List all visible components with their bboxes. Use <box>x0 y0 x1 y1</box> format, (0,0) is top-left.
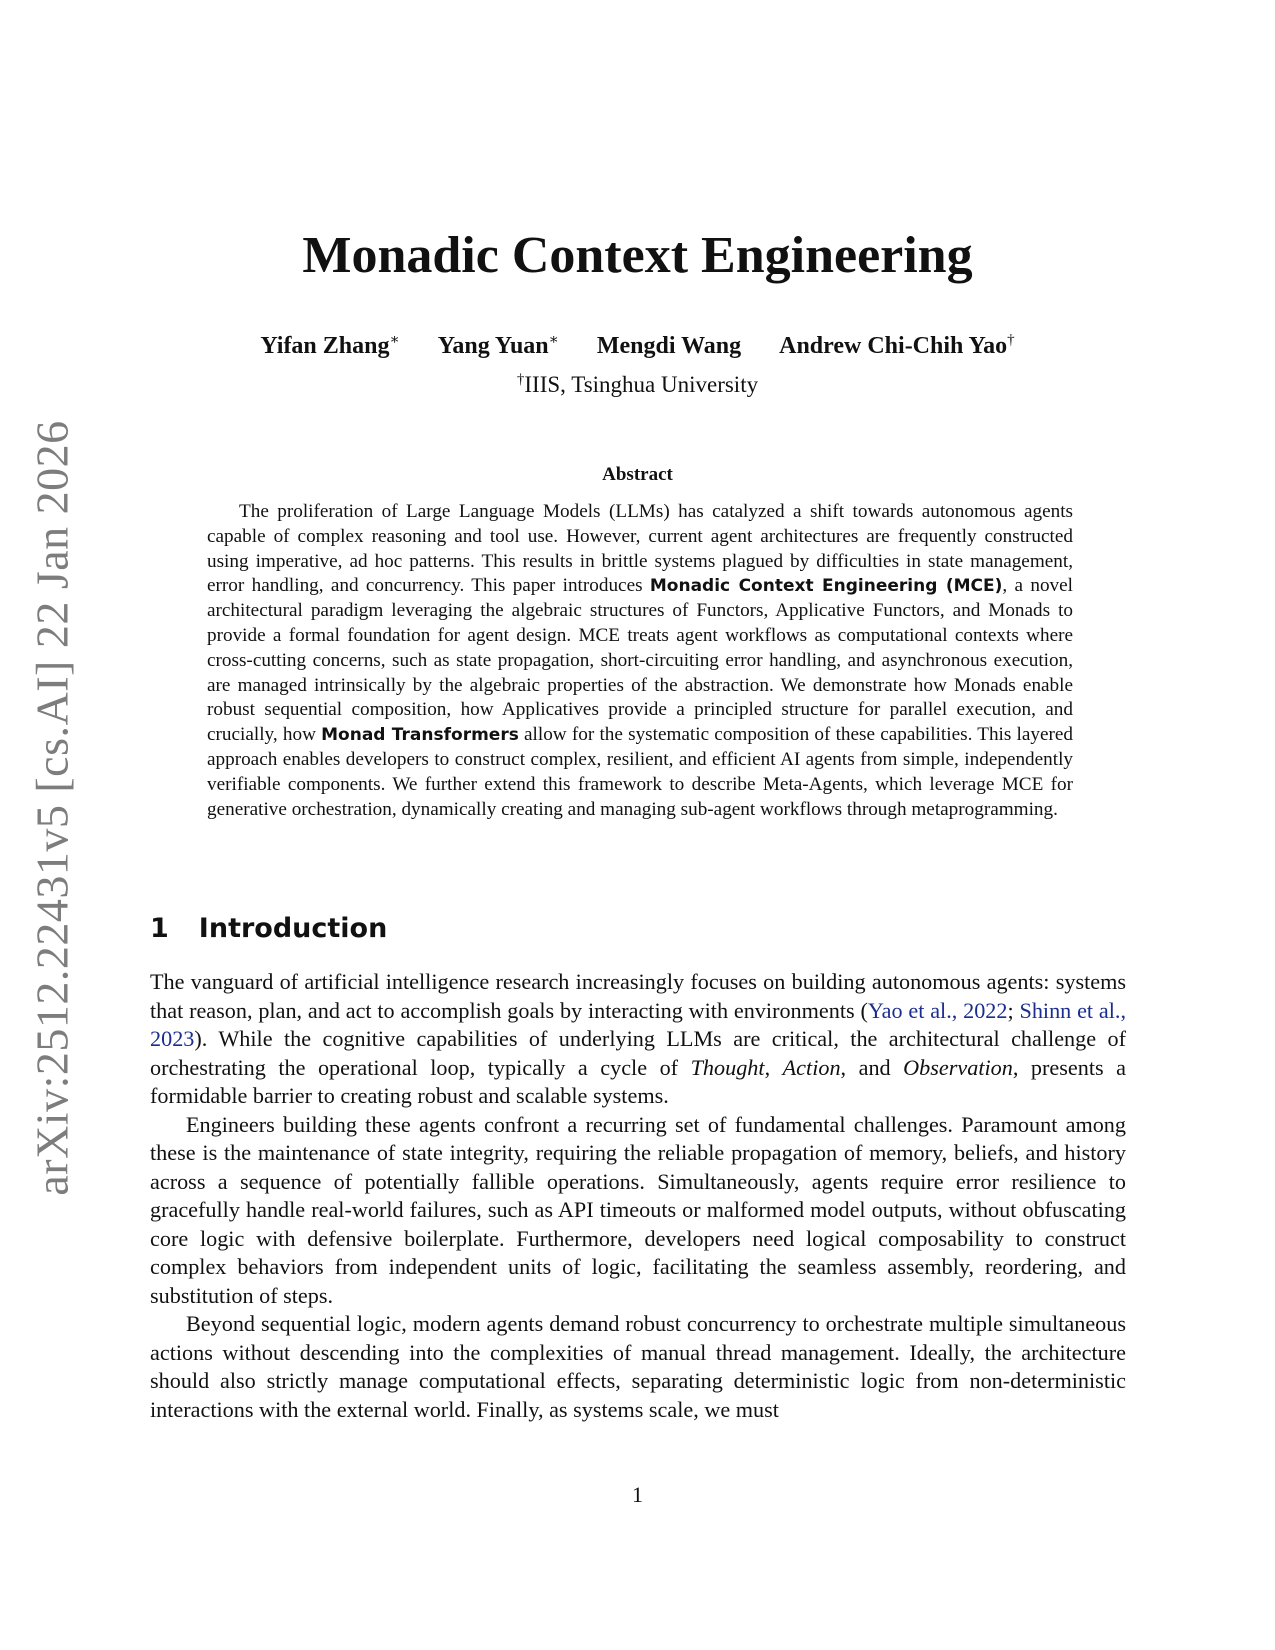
abstract-term-monad-transformers: Monad Transformers <box>321 725 519 746</box>
author-2-mark: ∗ <box>548 332 559 348</box>
abstract-text-2: , a novel architectural paradigm leveraging the algebraic structures of Functors, Applicative Functors, and Monads to provide a formal foundation for agent design. MCE treats agent workflows as computational contexts where cross-cutting concerns, such as state propagation, short-circuiting error handling, and asynchronous execution, are managed intrinsically by the algebraic properties of the abstraction. We demonstrate how Monads enable robust sequential composition, how Applicatives provide a principled structure for parallel execution, and crucially, how <box>207 575 1073 746</box>
author-4-mark: † <box>1007 332 1015 348</box>
intro-p1-text-2: ; <box>1007 997 1020 1023</box>
author-2 <box>438 333 559 360</box>
author-4 <box>779 333 1015 360</box>
arxiv-identifier-text: arXiv:2512.22431v5 [cs.AI] 22 Jan 2026 <box>26 420 78 1196</box>
page-number: 1 <box>632 1482 643 1507</box>
intro-p1-thought: Thought <box>690 1054 765 1080</box>
section-title: Introduction <box>198 913 388 944</box>
intro-p1-text-4: , <box>764 1054 783 1080</box>
intro-p1-action: Action <box>782 1054 841 1080</box>
section-number: 1 <box>150 913 169 944</box>
paper-title: Monadic Context Engineering <box>302 227 973 284</box>
intro-p1-text-1: The vanguard of artificial intelligence research increasingly focuses on building autonomous agents: systems that reason, plan, and act to accomplish goals by interacting with environments ( <box>150 969 1126 1023</box>
abstract-body <box>207 500 1073 822</box>
section-heading-introduction <box>150 913 387 944</box>
author-1 <box>260 333 399 360</box>
intro-paragraph-3: Beyond sequential logic, modern agents demand robust concurrency to orchestrate multiple simultaneous actions without descending into the complexities of manual thread management. Ideally, the architecture should also strictly manage computational effects, separating deterministic logic from non-deterministic interactions with the external world. Finally, as systems scale, we must <box>150 1311 1126 1422</box>
affiliation <box>0 372 1275 398</box>
author-2-name: Yang Yuan <box>437 333 549 359</box>
author-3 <box>597 333 741 360</box>
affiliation-text: IIIS, Tsinghua University <box>524 372 759 397</box>
intro-p1-text-6: , presents a formidable barrier to creating robust and scalable systems. <box>150 1054 1126 1108</box>
intro-p1-observation: Observation <box>903 1054 1013 1080</box>
author-4-name: Andrew Chi-Chih Yao <box>779 333 1008 359</box>
author-1-mark: ∗ <box>389 332 400 348</box>
affiliation-mark: † <box>516 371 525 388</box>
intro-paragraph-1 <box>150 968 1126 1111</box>
author-list <box>0 333 1275 360</box>
citation-yao-2022[interactable]: Yao et al., 2022 <box>867 997 1008 1023</box>
intro-p1-text-5: , and <box>840 1054 904 1080</box>
author-1-name: Yifan Zhang <box>260 333 390 359</box>
abstract-heading: Abstract <box>602 464 673 485</box>
citation-shinn-2023[interactable]: Shinn et al., 2023 <box>150 997 1126 1051</box>
abstract-term-mce: Monadic Context Engineering (MCE) <box>649 576 1003 597</box>
intro-p1-text-3: ). While the cognitive capabilities of underlying LLMs are critical, the architectural challenge of orchestrating the operational loop, typically a cycle of <box>150 1026 1126 1080</box>
introduction-body <box>150 968 1126 1424</box>
abstract-text-3: allow for the systematic composition of these capabilities. This layered approach enables developers to construct complex, resilient, and efficient AI agents from simple, independently verifiable components. We further extend this framework to describe Meta-Agents, which leverage MCE for generative orchestration, dynamically creating and managing sub-agent workflows through metaprogramming. <box>207 724 1074 820</box>
author-3-name: Mengdi Wang <box>596 333 742 359</box>
intro-paragraph-2: Engineers building these agents confront a recurring set of fundamental challenges. Paramount among these is the maintenance of state integrity, requiring the reliable propagation of memory, beliefs, and history across a sequence of potentially fallible operations. Simultaneously, agents require error resilience to gracefully handle real-world failures, such as API timeouts or malformed model outputs, without obfuscating core logic with defensive boilerplate. Furthermore, developers need logical composability to construct complex behaviors from independent units of logic, facilitating the seamless assembly, reordering, and substitution of steps. <box>150 1111 1126 1308</box>
abstract-text-1: The proliferation of Large Language Models (LLMs) has catalyzed a shift towards autonomous agents capable of complex reasoning and tool use. However, current agent architectures are frequently constructed using imperative, ad hoc patterns. This results in brittle systems plagued by difficulties in state management, error handling, and concurrency. This paper introduces <box>207 501 1073 597</box>
